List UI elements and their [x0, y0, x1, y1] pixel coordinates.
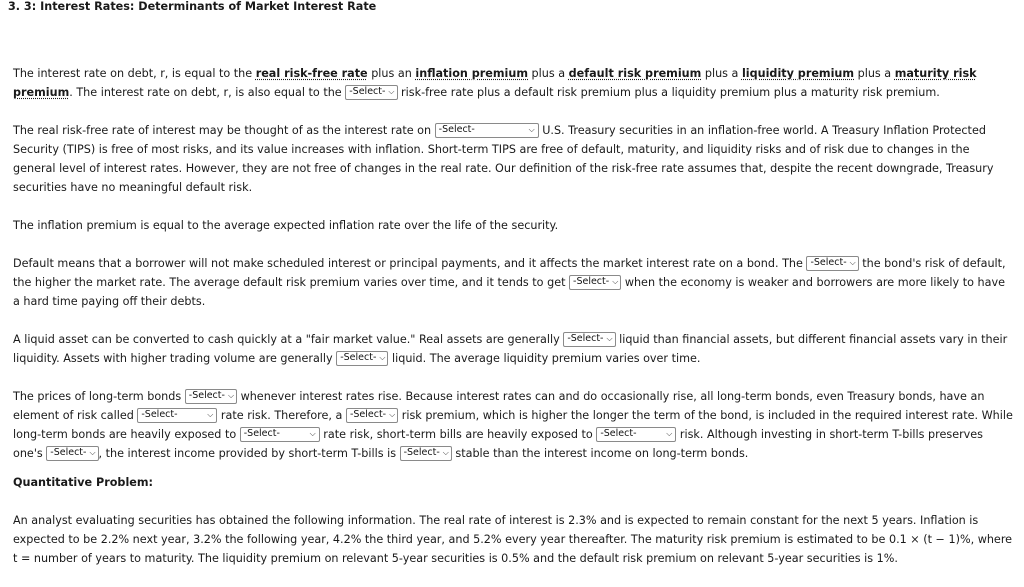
chevron-down-icon: ⌵ [612, 276, 619, 286]
paragraph-default-risk: Default means that a borrower will not make scheduled interest or principal payments, and it affects the market interest rate on a bond. The -Select- ⌵ the bond's risk of default, the higher the market rate. The average default risk premium varies over time, and it tends to get -Select- ⌵ when the economy is weaker and borrowers are more likely to have a hard time paying off their debts. [13, 256, 1006, 308]
term-maturity-risk-premium[interactable]: maturity risk premium [13, 67, 977, 99]
chevron-down-icon: ⌵ [309, 428, 316, 438]
question-body [13, 64, 1015, 587]
paragraph-quantitative-problem: An analyst evaluating securities has obtained the following information. The real rate of interest is 2.3% and is expected to remain constant for the next 5 years. Inflation is expected to be 2.2% next year, 3.2% the following year, 4.2% the third year, and 5.2% every year thereafter. The maturity risk premium is estimated to be 0.1 × (t − 1)%, where t = number of years to maturity. The liquidity premium on relevant 5-year securities is 0.5% and the default risk premium on relevant 5-year securities is 1%. [13, 514, 1013, 565]
select-dropdown-3[interactable]: -Select- ⌵ [806, 256, 858, 271]
chevron-down-icon: ⌵ [666, 428, 673, 438]
paragraph-inflation-premium: The inflation premium is equal to the average expected inflation rate over the life of the security. [13, 219, 559, 232]
chevron-down-icon: ⌵ [606, 333, 613, 343]
chevron-down-icon: ⌵ [388, 86, 395, 96]
paragraph-maturity-risk: The prices of long-term bonds -Select- ⌵ whenever interest rates rise. Because interest rates can and do occasionally rise, all long-term bonds, even Treasury bonds, have an element of risk called -Select- ⌵ rate risk. Therefore, a -Select- ⌵ risk premium, which is higher the longer the term of the bond, is included in the required interest rate. While long-term bonds are heavily exposed to -Select- ⌵ rate risk, short-term bills are heavily exposed to -Select- ⌵ risk. Although investing in short-term T-bills preserves one's -Select- ⌵ , the interest income provided by short-term T-bills is -Select- ⌵ stable than the interest income on long-term bonds. [13, 389, 1013, 460]
term-liquidity-premium[interactable]: liquidity premium [741, 67, 855, 80]
chevron-down-icon: ⌵ [389, 409, 396, 419]
chevron-down-icon: ⌵ [89, 447, 96, 457]
page-title: 3. 3: Interest Rates: Determinants of Market Interest Rate [8, 0, 377, 13]
chevron-down-icon: ⌵ [207, 409, 214, 419]
select-dropdown-12[interactable]: -Select- ⌵ [46, 446, 98, 461]
chevron-down-icon: ⌵ [442, 447, 449, 457]
select-dropdown-8[interactable]: -Select- ⌵ [137, 408, 217, 423]
paragraph-real-risk-free: The real risk-free rate of interest may be thought of as the interest rate on -Select- ⌵ U.S. Treasury securities in an inflation-free world. A Treasury Inflation Protected Security (TIPS) is free of most risks, and its value increases with inflation. Short-term TIPS are free of default, maturity, and liquidity risks and of risk due to changes in the general level of interest rates. However, they are not free of changes in the real rate. Our definition of the risk-free rate assumes that, despite the recent downgrade, Treasury securities have no meaningful default risk. [13, 123, 994, 194]
select-dropdown-11[interactable]: -Select- ⌵ [596, 427, 676, 442]
chevron-down-icon: ⌵ [849, 257, 856, 267]
select-dropdown-6[interactable]: -Select- ⌵ [336, 351, 388, 366]
chevron-down-icon: ⌵ [379, 352, 386, 362]
chevron-down-icon: ⌵ [227, 390, 235, 400]
paragraph-interest-rate-components: The interest rate on debt, r, is equal to the real risk-free rate plus an inflation premium plus a default risk premium plus a liquidity premium plus a maturity risk premium. The interest rate on debt, r, is also equal to the -Select- ⌵ risk-free rate plus a default risk premium plus a liquidity premium plus a maturity risk premium. [13, 67, 977, 99]
select-dropdown-9[interactable]: -Select- ⌵ [346, 408, 398, 423]
term-inflation-premium[interactable]: inflation premium [415, 67, 528, 80]
select-dropdown-1[interactable]: -Select- ⌵ [345, 85, 397, 100]
select-dropdown-2[interactable]: -Select- ⌵ [435, 123, 539, 138]
select-dropdown-5[interactable]: -Select- ⌵ [563, 332, 615, 347]
select-dropdown-4[interactable]: -Select- ⌵ [569, 275, 621, 290]
quantitative-problem-heading: Quantitative Problem: [13, 476, 153, 489]
select-dropdown-13[interactable]: -Select- ⌵ [400, 446, 452, 461]
paragraph-liquidity: A liquid asset can be converted to cash quickly at a "fair market value." Real assets are generally -Select- ⌵ liquid than financial assets, but different financial assets vary in their liquidity. Assets with higher trading volume are generally -Select- ⌵ liquid. The average liquidity premium varies over time. [13, 332, 1008, 365]
select-dropdown-10[interactable]: -Select- ⌵ [240, 427, 320, 442]
term-default-risk-premium[interactable]: default risk premium [568, 67, 702, 80]
select-dropdown-7[interactable]: -Select- ⌵ [185, 389, 237, 404]
term-real-risk-free-rate[interactable]: real risk-free rate [255, 67, 368, 80]
chevron-down-icon: ⌵ [528, 124, 535, 134]
